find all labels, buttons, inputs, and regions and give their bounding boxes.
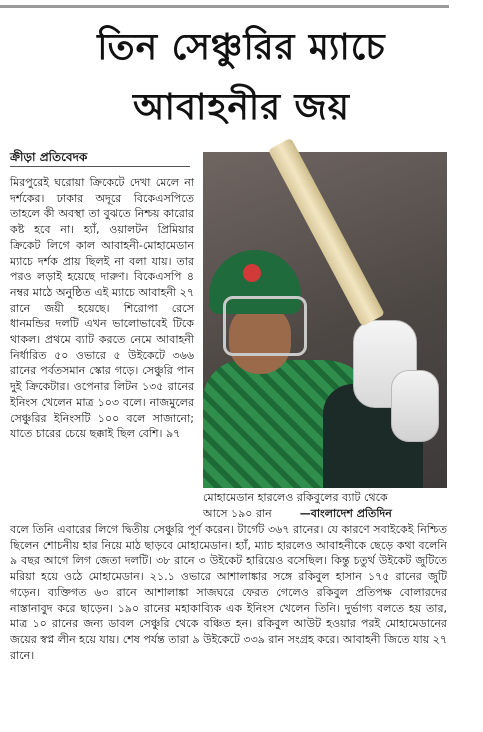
photo-caption [203,490,447,522]
byline-rule [10,166,190,167]
caption-line2-text: আসে ১৯০ রান [203,507,272,520]
photo-helmet-grill [223,296,307,356]
photo-glove-lower [391,370,439,442]
article-column [10,175,194,442]
column-paragraph: মিরপুরেই ঘরোয়া ক্রিকেটে দেখা মেলে না দর্শকের। ঢাকার অদূরে বিকেএসপিতে তাহলে কী অবস্থা তা বুঝতে নিশ্চয় কারোর কষ্ট হবে না। হ্যাঁ, ওয়ালটন প্রিমিয়ার ক্রিকেট লিগে কাল আবাহনী-মোহামেডান ম্যাচে দর্শক প্রায় ছিলই না বলা যায়। তার পরও লড়াই হয়েছে দারুণ। বিকেএসপি ৪ নম্বর মাঠে অনুষ্ঠিত এই ম্যাচে আবাহনী ২৭ রানে জয়ী হয়েছে। শিরোপা রেসে ধানমন্ডির দলটি এখন ভালোভাবেই টিকে থাকল। প্রথমে ব্যাট করতে নেমে আবাহনী নির্ধারিত ৫০ ওভারে ৫ উইকেটে ৩৬৬ রানের পর্বতসমান স্কোর গড়ে। সেঞ্চুরি পান দুই ক্রিকেটার। ওপেনার লিটন ১৩৫ রানের ইনিংস খেলেন মাত্র ১০৩ বলে। নাজমুলের সেঞ্চুরির ইনিংসটি ১০০ বলে সাজানো; যাতে চারের চেয়ে ছক্কাই ছিল বেশি। ৯৭ [10,176,194,441]
photo-credit: —বাংলাদেশ প্রতিদিন [299,507,392,520]
caption-line1: মোহামেডান হারলেও রকিবুলের ব্যাট থেকে [203,491,388,504]
headline-line2: আবাহনীর জয় [133,87,350,128]
article-continuation: বলে তিনি এবারের লিগে দ্বিতীয় সেঞ্চুরি পূর্ণ করেন। টার্গেট ৩৬৭ রানের। যে কারণে সবাইকেই নিশ্চিত ছিলেন শোচনীয় হার নিয়ে মাঠ ছাড়বে মোহামেডান। হ্যাঁ, ম্যাচ হারলেও আবাহনীকে ছেড়ে কথা বলেনি ৯ বছর আগে লিগ জেতা দলটি। ৩৮ রানে ৩ উইকেট হারিয়েও বসেছিল। কিন্তু চতুর্থ উইকেট জুটিতে মরিয়া হয়ে ওঠে মোহামেডান। ২১.১ ওভারে আশালাঙ্কার সঙ্গে রকিবুল হাসান ১৭৫ রানের জুটি গড়েন। ব্যক্তিগত ৬৩ রানে আশালাঙ্কা সাজঘরে ফেরত গেলেও রকিবুল প্রতিপক্ষ বোলারদের নাস্তানাবুদ করে ছাড়েন। ১৯০ রানের মহাকাব্যিক এক ইনিংস খেলেন তিনি। দুর্ভাগ্য বলতে হয় তার, মাত্র ১০ রানের জন্য ডাবল সেঞ্চুরি থেকে বঞ্চিত হন। রকিবুল আউট হওয়ার পরই মোহামেডানের জয়ের স্বপ্ন লীন হয়ে যায়। শেষ পর্যন্ত তারা ৯ উইকেটে ৩৩৯ রান সংগ্রহ করে। আবাহনী জিতে যায় ২৭ রানে। [10,523,447,662]
headline-line1: তিন সেঞ্চুরির ম্যাচে [97,27,386,68]
caption-line2 [203,506,447,522]
top-rule [0,5,449,8]
helmet-emblem-icon [243,264,261,282]
byline: ক্রীড়া প্রতিবেদক [10,150,88,164]
